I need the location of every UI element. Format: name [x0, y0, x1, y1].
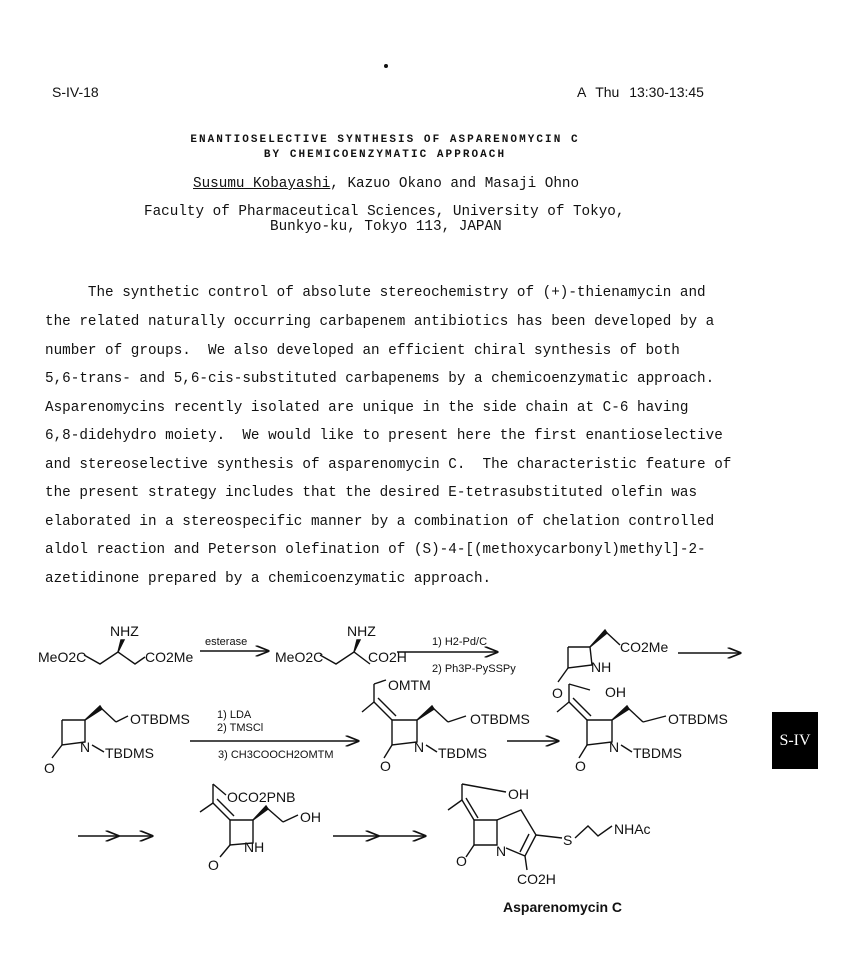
label: OTBDMS — [668, 711, 728, 727]
reagent-label: 2) TMSCl — [217, 722, 264, 734]
abstract-line: number of groups. We also developed an efficient chiral synthesis of both — [45, 343, 680, 359]
label: NHZ — [347, 623, 376, 639]
abstract-line: elaborated in a stereospecific manner by a combination of chelation controlled — [45, 514, 715, 530]
reagent-label: 3) CH3COOCH2OMTM — [218, 749, 334, 761]
affiliation-line-1: Faculty of Pharmaceutical Sciences, University of Tokyo, — [144, 204, 625, 220]
label: CO2Me — [620, 639, 669, 655]
session-schedule: A Thu 13:30-13:45 — [577, 84, 704, 100]
label: TBDMS — [105, 745, 154, 761]
label: TBDMS — [633, 745, 682, 761]
label: NH — [244, 839, 265, 855]
title-line-2: BY CHEMICOENZYMATIC APPROACH — [263, 149, 507, 161]
label: N — [80, 739, 91, 755]
label: CO2H — [517, 871, 556, 887]
presenting-author: Susumu Kobayashi — [193, 176, 331, 192]
compound-monoacid — [275, 623, 407, 665]
compound-carbonate-alcohol — [200, 784, 321, 873]
product-name: Asparenomycin C — [503, 899, 623, 915]
compound-silyl-azetidinone — [44, 706, 190, 776]
compound-diester — [38, 623, 193, 665]
label: CO2Me — [145, 649, 194, 665]
reagent-label: 2) Ph3P-PySSPy — [432, 663, 516, 675]
abstract-line: and stereoselective synthesis of asparenomycin C. The characteristic feature of — [45, 457, 732, 473]
label: O — [552, 685, 563, 701]
section-tab: S-IV — [772, 712, 818, 769]
affiliation-line-2: Bunkyo-ku, Tokyo 113, JAPAN — [270, 219, 502, 235]
label: TBDMS — [438, 745, 487, 761]
label: OH — [300, 809, 321, 825]
abstract-line: the related naturally occurring carbapenem antibiotics has been developed by a — [45, 314, 715, 330]
label: O — [44, 760, 55, 776]
compound-olefin-alcohol — [557, 684, 728, 774]
label: OMTM — [388, 677, 431, 693]
label: OTBDMS — [130, 711, 190, 727]
label: N — [496, 843, 507, 859]
abstract-line: azetidinone prepared by a chemicoenzymatic approach. — [45, 571, 492, 587]
label: NHAc — [614, 821, 651, 837]
label: N — [414, 739, 425, 755]
label: OH — [508, 786, 529, 802]
label: NHZ — [110, 623, 139, 639]
label: O — [380, 758, 391, 774]
label: MeO2C — [38, 649, 87, 665]
label: S — [563, 832, 573, 848]
reagent-label: esterase — [205, 636, 248, 648]
label: O — [575, 758, 586, 774]
compound-asparenomycin-c — [448, 784, 651, 887]
label: MeO2C — [275, 649, 324, 665]
session-code: S-IV-18 — [52, 84, 99, 100]
label: O — [456, 853, 467, 869]
reagent-label: 1) H2-Pd/C — [432, 636, 488, 648]
reagent-label: 1) LDA — [217, 709, 252, 721]
label: NH — [591, 659, 612, 675]
abstract-line: Asparenomycins recently isolated are unique in the side chain at C-6 having — [45, 400, 689, 416]
label: N — [609, 739, 620, 755]
label: OCO2PNB — [227, 789, 296, 805]
label: O — [208, 857, 219, 873]
abstract-line: aldol reaction and Peterson olefination of (S)-4-[(methoxycarbonyl)methyl]-2- — [45, 542, 706, 558]
abstract-line: 5,6-trans- and 5,6-cis-substituted carbapenems by a chemicoenzymatic approach. — [45, 371, 715, 387]
co-authors: , Kazuo Okano and Masaji Ohno — [330, 176, 580, 192]
label: OH — [605, 684, 626, 700]
label: CO2H — [368, 649, 407, 665]
title-line-1: ENANTIOSELECTIVE SYNTHESIS OF ASPARENOMYCIN C — [190, 134, 580, 146]
label: OTBDMS — [470, 711, 530, 727]
abstract-line: The synthetic control of absolute stereochemistry of (+)-thienamycin and — [45, 285, 706, 301]
abstract-line: the present strategy includes that the desired E-tetrasubstituted olefin was — [45, 485, 698, 501]
abstract-line: 6,8-didehydro moiety. We would like to present here the first enantioselective — [45, 428, 723, 444]
compound-olefin-omtm — [362, 677, 530, 774]
